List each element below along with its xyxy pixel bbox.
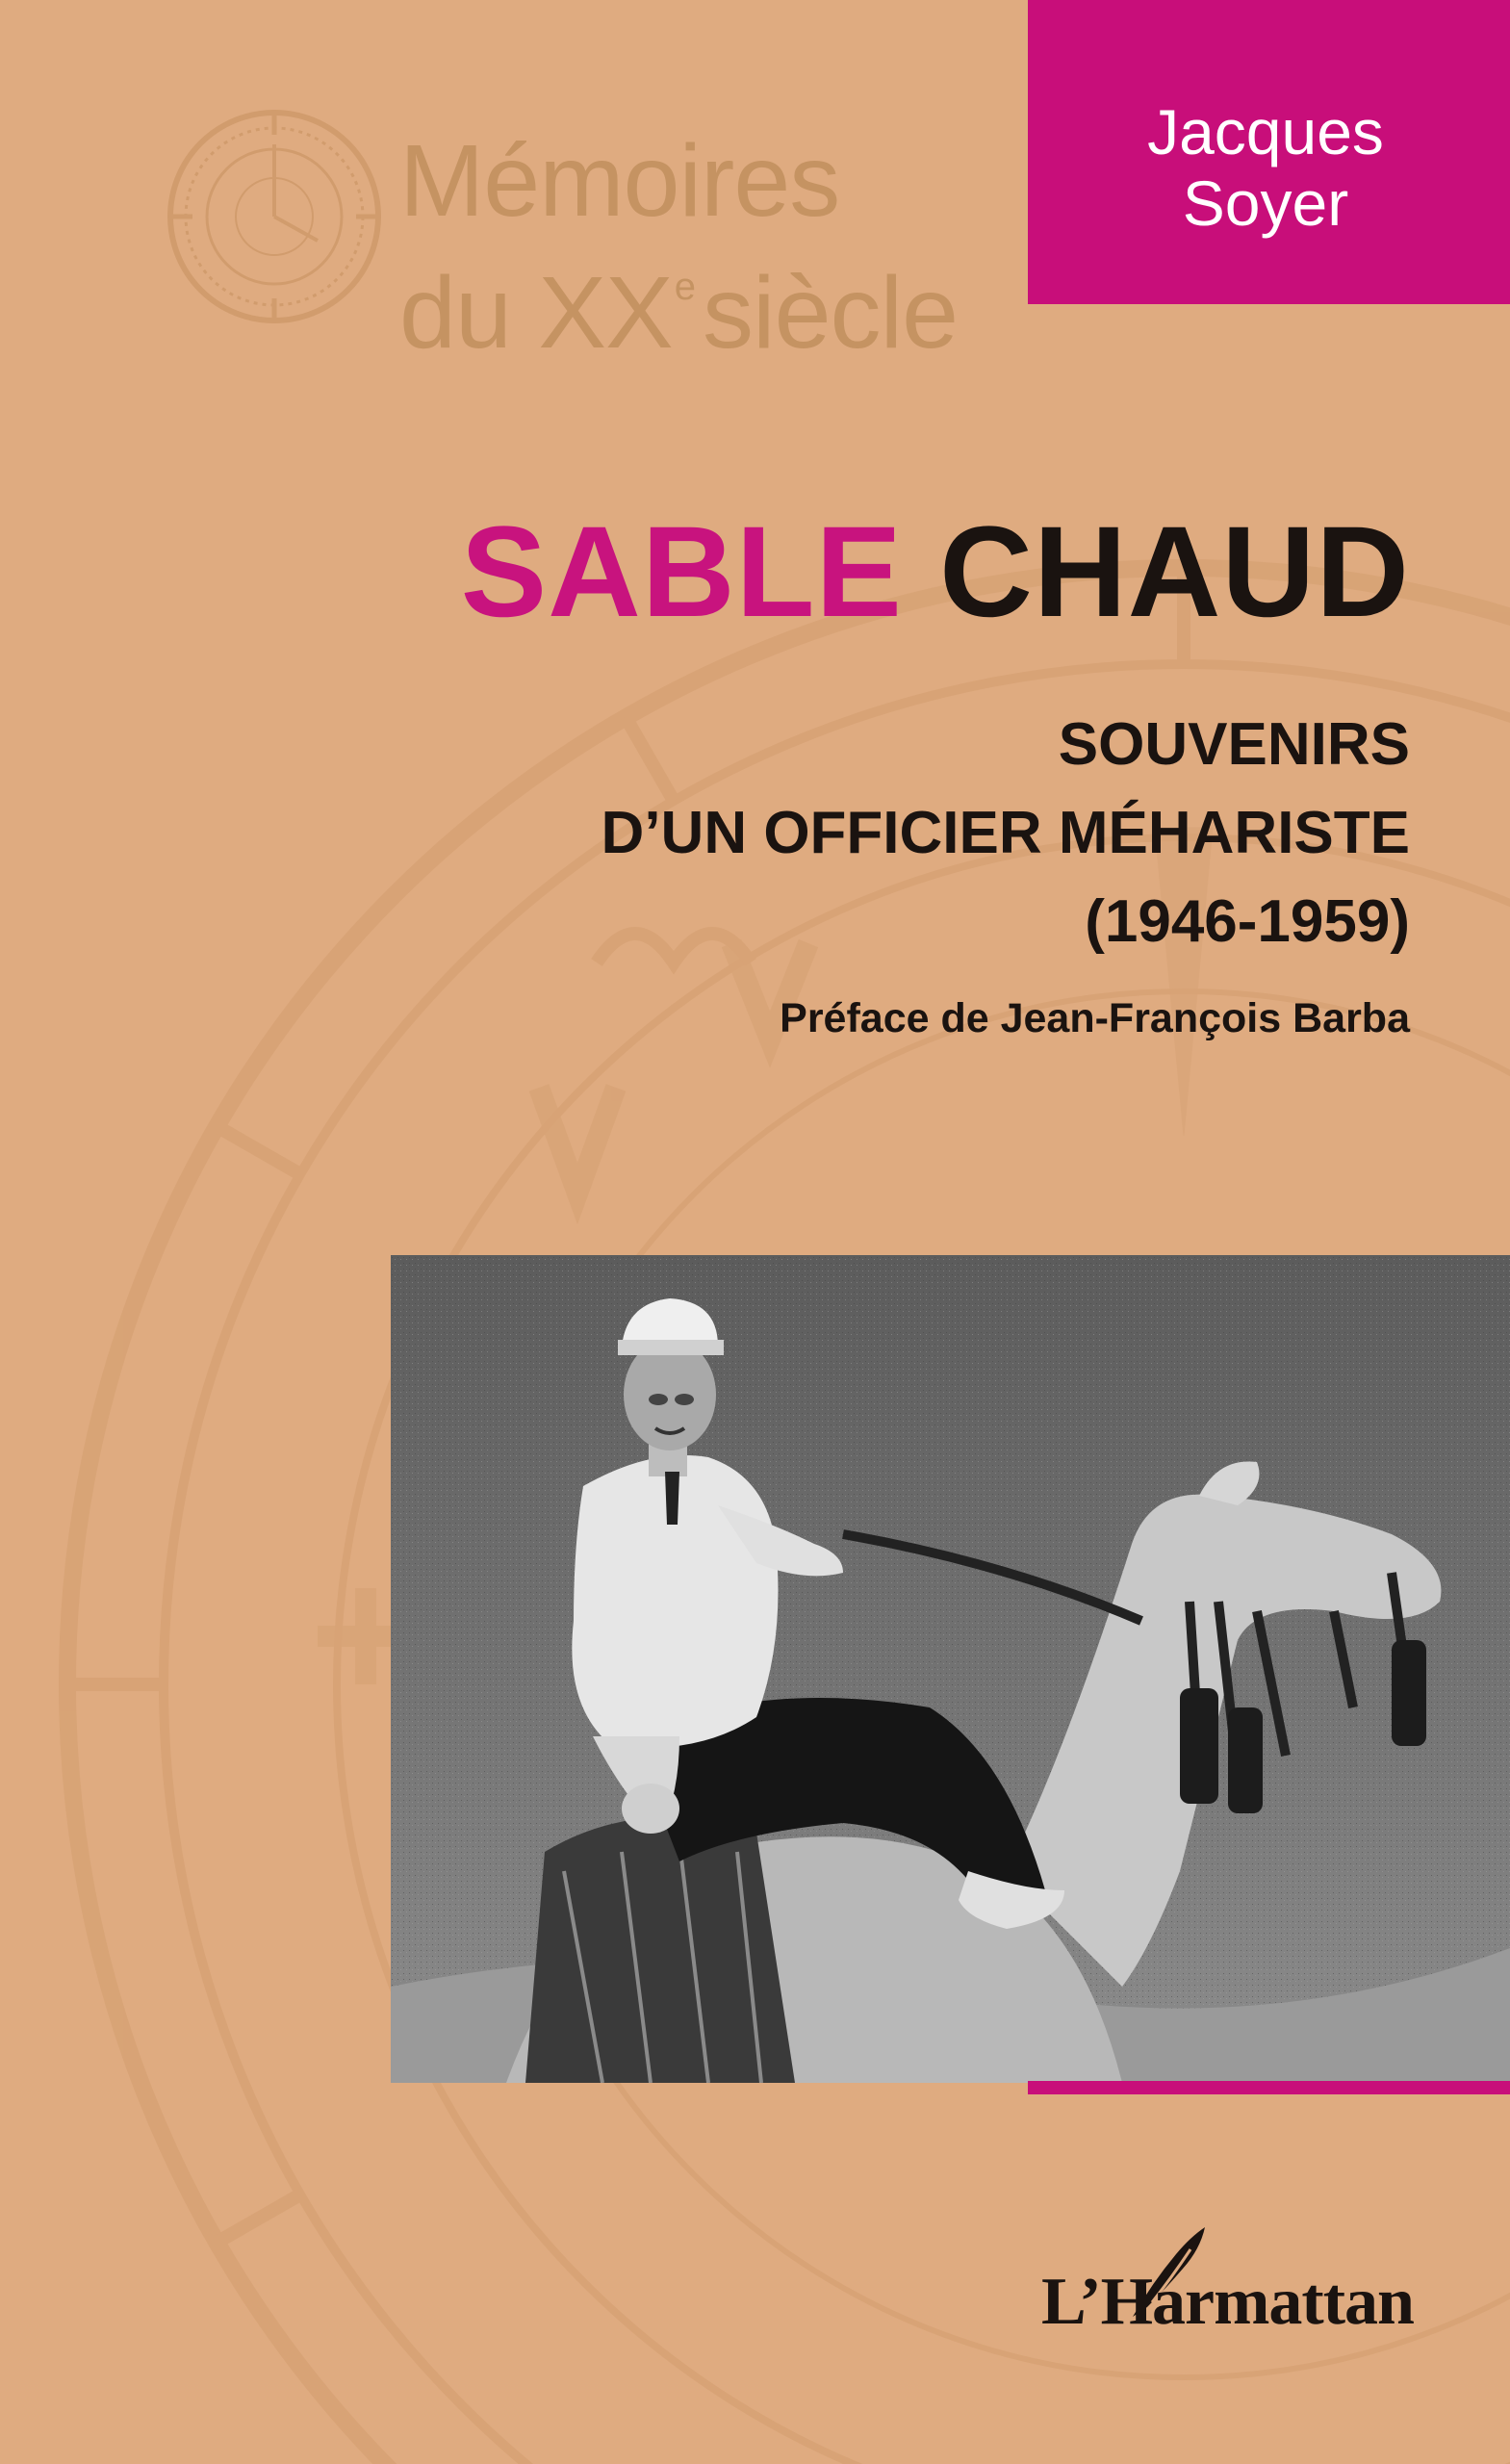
book-title: [460, 500, 1410, 644]
subtitle-line3: (1946-1959): [1085, 888, 1410, 955]
title-word-sable: SABLE: [460, 500, 903, 644]
author-last-name: Soyer: [1182, 167, 1349, 239]
series-title-line1: Mémoires: [399, 124, 840, 238]
camel-rider-photo-icon: [391, 1255, 1510, 2083]
author-box: [1028, 0, 1510, 304]
book-subtitle: [601, 701, 1410, 966]
series-title-line2: [399, 236, 959, 370]
series-title-sup: e: [674, 266, 696, 308]
series-emblem-icon: [164, 106, 385, 327]
author-first-name: Jacques: [1147, 96, 1384, 167]
author-name: [1140, 96, 1391, 239]
subtitle-line2: D’UN OFFICIER MÉHARISTE: [601, 800, 1410, 866]
cover-photo: [391, 1255, 1510, 2083]
series-title-line2-suffix: siècle: [703, 256, 959, 370]
publisher-name: L’Harmattan: [1041, 2265, 1414, 2339]
series-title-line2-prefix: du XX: [399, 256, 673, 370]
series-title: [399, 124, 959, 370]
subtitle-line1: SOUVENIRS: [1058, 711, 1410, 778]
publisher-logo: [1010, 2243, 1414, 2358]
title-word-chaud: CHAUD: [939, 500, 1410, 644]
accent-rule: [1028, 2081, 1510, 2094]
preface-credit: Préface de Jean-François Barba: [780, 995, 1410, 1041]
